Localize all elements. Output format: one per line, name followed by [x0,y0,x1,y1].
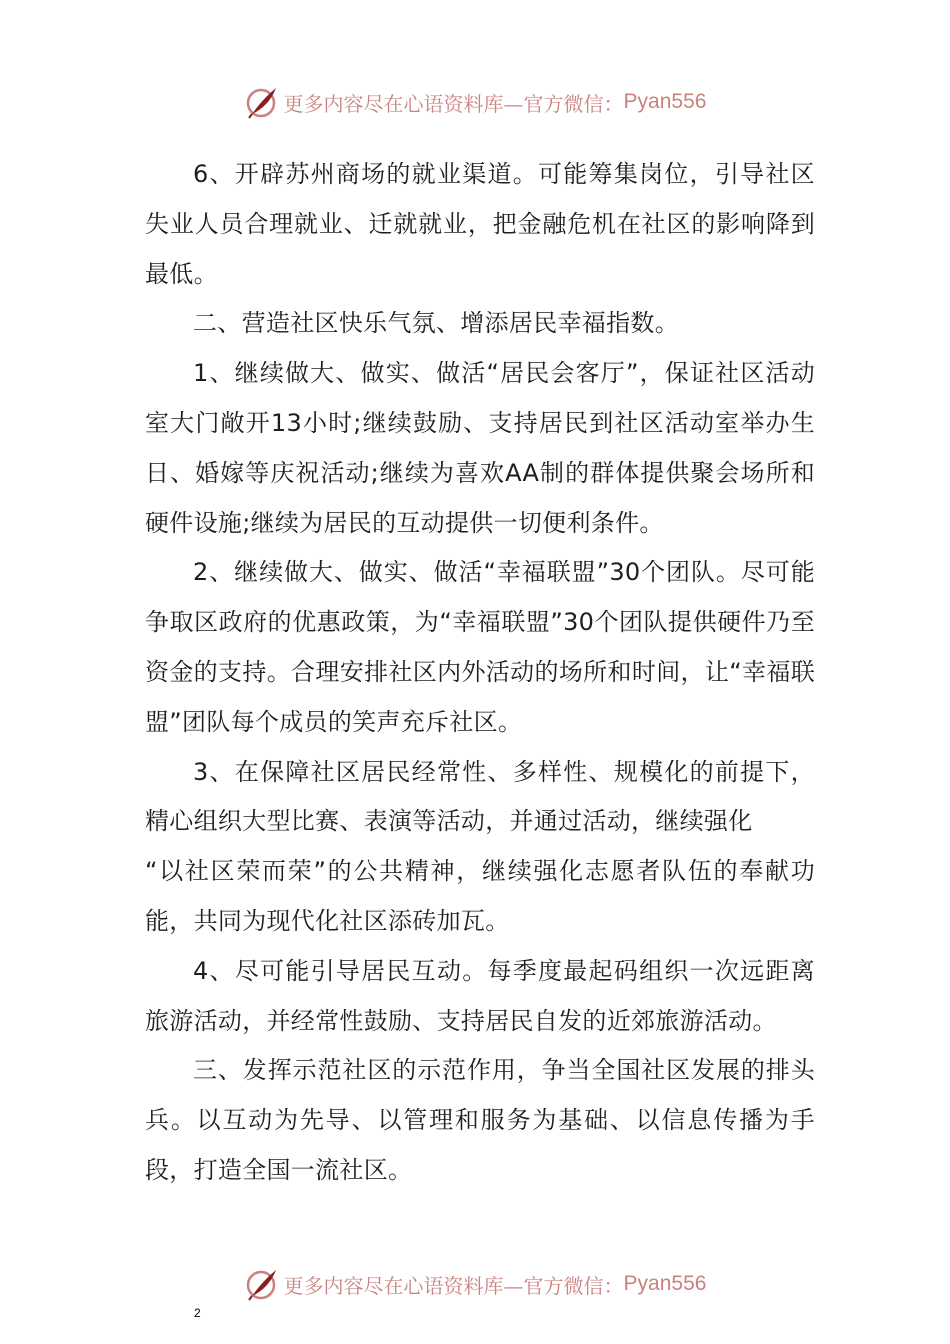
watermark-text: 更多内容尽在心语资料库—官方微信： [283,91,624,116]
watermark-wechat-id: Pyan556 [623,90,707,113]
watermark-text: 更多内容尽在心语资料库—官方微信： [283,1273,624,1298]
quill-logo-icon [244,1266,280,1302]
paragraph: 2、继续做大、做实、做活“幸福联盟”30个团队。尽可能争取区政府的优惠政策，为“幸福联盟”30个团队提供硬件乃至资金的支持。合理安排社区内外活动的场所和时间，让“幸福联盟”团队每个成员的笑声充斥社区。 [145,558,815,736]
document-body [145,150,815,1196]
paragraph: 3、在保障社区居民经常性、多样性、规模化的前提下，精心组织大型比赛、表演等活动，并通过活动，继续强化 [145,757,815,836]
paragraph: 三、发挥示范社区的示范作用，争当全国社区发展的排头兵。以互动为先导、以管理和服务为基础、以信息传播为手段，打造全国一流社区。 [145,1056,815,1184]
paragraph: 1、继续做大、做实、做活“居民会客厅”，保证社区活动室大门敞开13小时;继续鼓励、支持居民到社区活动室举办生日、婚嫁等庆祝活动;继续为喜欢AA制的群体提供聚会场所和硬件设施;继续为居民的互动提供一切便利条件。 [145,359,815,537]
paragraph: 二、营造社区快乐气氛、增添居民幸福指数。 [193,309,679,338]
page-number: 2 [194,1306,201,1320]
watermark-wechat-id: Pyan556 [623,1272,707,1295]
footer-watermark [0,1266,950,1302]
header-watermark [0,84,950,120]
paragraph: 6、开辟苏州商场的就业渠道。可能筹集岗位，引导社区失业人员合理就业、迁就就业，把金融危机在社区的影响降到最低。 [145,160,815,288]
paragraph: “以社区荣而荣”的公共精神，继续强化志愿者队伍的奉献功能，共同为现代化社区添砖加瓦。 [145,857,815,935]
quill-logo-icon [244,84,280,120]
paragraph: 4、尽可能引导居民互动。每季度最起码组织一次远距离旅游活动，并经常性鼓励、支持居民自发的近郊旅游活动。 [145,956,815,1035]
